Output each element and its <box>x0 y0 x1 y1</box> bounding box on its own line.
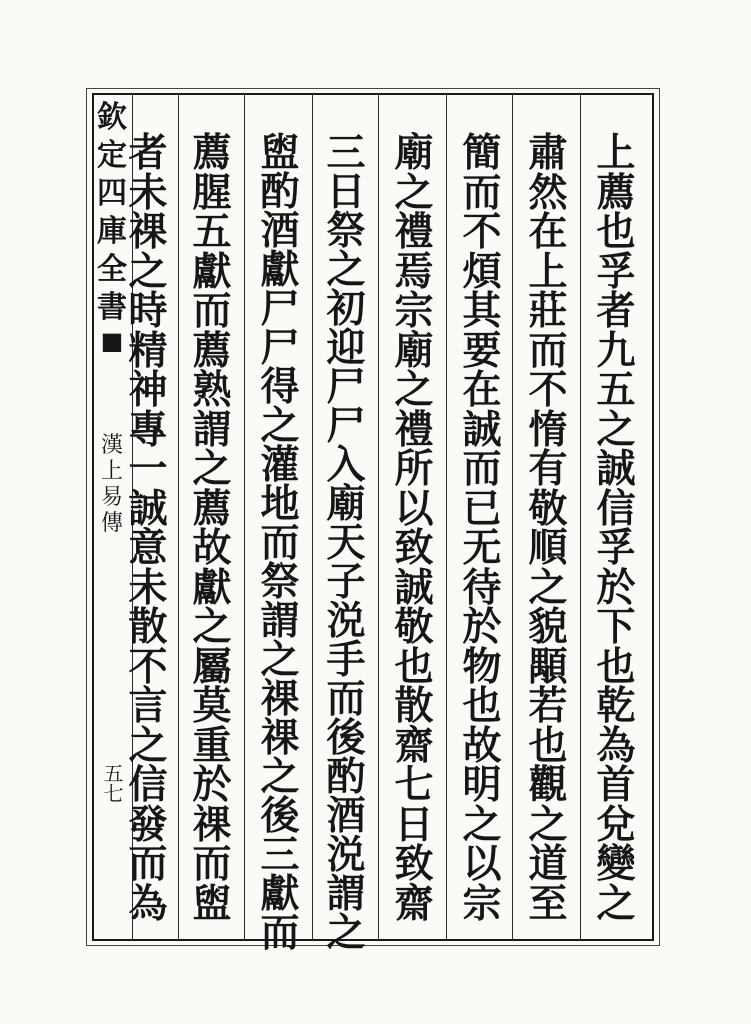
character: 在 <box>528 209 568 256</box>
character: 書 <box>97 290 127 325</box>
character: 宗 <box>394 288 434 335</box>
character: 涚 <box>326 832 366 878</box>
character: 三 <box>326 130 366 176</box>
character: 之 <box>260 403 300 449</box>
character: 傳 <box>100 511 123 536</box>
character: 後 <box>260 793 300 839</box>
character: 首 <box>596 762 636 809</box>
character: 日 <box>394 801 434 848</box>
character: 酒 <box>260 208 300 254</box>
character: 之 <box>528 564 568 611</box>
character: 獻 <box>192 564 232 611</box>
character: 上 <box>528 248 568 295</box>
character: 發 <box>128 801 168 848</box>
character: 其 <box>462 288 502 335</box>
character: 敬 <box>528 485 568 532</box>
character: 之 <box>462 801 502 848</box>
character: 禮 <box>394 209 434 256</box>
character: 言 <box>128 683 168 730</box>
character: 而 <box>462 446 502 493</box>
character: 廟 <box>394 130 434 176</box>
column-rule <box>580 95 581 939</box>
character: 禮 <box>394 406 434 453</box>
character: 故 <box>192 525 232 572</box>
character: 之 <box>528 801 568 848</box>
character: 酒 <box>326 793 366 839</box>
text-column-3 <box>456 130 508 927</box>
character: 不 <box>128 643 168 690</box>
character: 故 <box>462 722 502 769</box>
character: 天 <box>326 520 366 566</box>
character: 時 <box>128 288 168 335</box>
character: 謂 <box>260 598 300 644</box>
character: 謂 <box>192 406 232 453</box>
character: 初 <box>326 286 366 332</box>
character: 涚 <box>326 598 366 644</box>
character: 全 <box>97 252 127 287</box>
character: 祭 <box>326 208 366 254</box>
character: 也 <box>528 722 568 769</box>
character: 祼 <box>192 801 232 848</box>
character: 之 <box>260 637 300 683</box>
character: 祼 <box>260 715 300 761</box>
character: 迎 <box>326 325 366 371</box>
character: 盥 <box>192 880 232 927</box>
text-column-8 <box>122 130 174 927</box>
text-column-1 <box>590 130 642 927</box>
character: 七 <box>394 762 434 809</box>
character: 變 <box>596 841 636 888</box>
character: 於 <box>596 564 636 611</box>
character: 之 <box>394 169 434 216</box>
character: 而 <box>462 169 502 216</box>
character: 齋 <box>394 722 434 769</box>
character: 於 <box>462 604 502 651</box>
character: 未 <box>128 169 168 216</box>
character: 信 <box>128 762 168 809</box>
character: 而 <box>128 841 168 888</box>
character: 肅 <box>528 130 568 176</box>
character: 屬 <box>192 643 232 690</box>
character: 以 <box>462 841 502 888</box>
character: 漢 <box>100 433 123 458</box>
character: 為 <box>596 722 636 769</box>
character: 有 <box>528 446 568 493</box>
character: 而 <box>192 288 232 335</box>
character: 之 <box>326 247 366 293</box>
character: 欽 <box>97 100 127 135</box>
character: 至 <box>528 880 568 927</box>
character: 尸 <box>260 325 300 371</box>
character: 觀 <box>528 762 568 809</box>
character: 者 <box>596 288 636 335</box>
character: 乾 <box>596 683 636 730</box>
character: 若 <box>528 683 568 730</box>
character: 一 <box>128 446 168 493</box>
character: 三 <box>260 832 300 878</box>
character: 順 <box>528 525 568 572</box>
character: 日 <box>326 169 366 215</box>
character: 而 <box>260 520 300 566</box>
character: 四 <box>97 176 127 211</box>
text-column-6 <box>254 130 306 956</box>
character: 敬 <box>394 604 434 651</box>
character: 道 <box>528 841 568 888</box>
character: 廟 <box>326 481 366 527</box>
character: 薦 <box>192 327 232 374</box>
character: 下 <box>596 604 636 651</box>
character: 已 <box>462 485 502 532</box>
character: 誠 <box>394 564 434 611</box>
character: 薦 <box>192 485 232 532</box>
character: 明 <box>462 762 502 809</box>
character: 之 <box>596 880 636 927</box>
character: 於 <box>192 762 232 809</box>
character: 神 <box>128 367 168 414</box>
character: 得 <box>260 364 300 410</box>
spine-page-number: 五七 <box>100 763 124 803</box>
character: 五 <box>596 367 636 414</box>
character: 莫 <box>192 683 232 730</box>
character: 祼 <box>128 209 168 256</box>
character: 之 <box>128 248 168 295</box>
character: 尸 <box>326 403 366 449</box>
text-column-2 <box>522 130 574 927</box>
column-rule <box>312 95 313 939</box>
character: 酌 <box>260 169 300 215</box>
character: 尸 <box>260 286 300 332</box>
column-rule <box>178 95 179 939</box>
character: 所 <box>394 446 434 493</box>
character: 莊 <box>528 288 568 335</box>
character: 者 <box>128 130 168 176</box>
character: 惰 <box>528 406 568 453</box>
character: 之 <box>192 604 232 651</box>
character: 孚 <box>596 248 636 295</box>
character: 散 <box>128 604 168 651</box>
character: 在 <box>462 367 502 414</box>
character: 為 <box>128 880 168 927</box>
character: 散 <box>394 683 434 730</box>
column-rule <box>446 95 447 939</box>
character: 致 <box>394 525 434 572</box>
character: 物 <box>462 643 502 690</box>
character: 定 <box>97 138 127 173</box>
character: 謂 <box>326 871 366 917</box>
character: 也 <box>596 643 636 690</box>
column-rule <box>512 95 513 939</box>
character: 煩 <box>462 248 502 295</box>
character: 誠 <box>596 446 636 493</box>
character: 之 <box>326 910 366 956</box>
text-column-7 <box>186 130 238 927</box>
character: 薦 <box>596 169 636 216</box>
column-rule <box>378 95 379 939</box>
character: 簡 <box>462 130 502 176</box>
character: 也 <box>596 209 636 256</box>
character: 信 <box>596 485 636 532</box>
character: 意 <box>128 525 168 572</box>
character: 也 <box>462 683 502 730</box>
character: 而 <box>192 841 232 888</box>
character: 无 <box>462 525 502 572</box>
character: 入 <box>326 442 366 488</box>
character: 要 <box>462 327 502 374</box>
character: 重 <box>192 722 232 769</box>
character: 祭 <box>260 559 300 605</box>
character: 盥 <box>260 130 300 176</box>
character: 薦 <box>192 130 232 176</box>
character: 易 <box>100 485 123 510</box>
spine-mark-icon: ■ <box>100 327 124 355</box>
character: 誠 <box>128 485 168 532</box>
character: 手 <box>326 637 366 683</box>
character: 專 <box>128 406 168 453</box>
character: 誠 <box>462 406 502 453</box>
character: 之 <box>260 754 300 800</box>
character: 後 <box>326 715 366 761</box>
character: 孚 <box>596 525 636 572</box>
character: 而 <box>528 327 568 374</box>
character: 致 <box>394 841 434 888</box>
character: 精 <box>128 327 168 374</box>
character: 之 <box>128 722 168 769</box>
character: 未 <box>128 564 168 611</box>
character: 獻 <box>260 247 300 293</box>
character: 不 <box>528 367 568 414</box>
character: 九 <box>596 327 636 374</box>
character: 之 <box>596 406 636 453</box>
column-rule <box>244 95 245 939</box>
character: 待 <box>462 564 502 611</box>
text-column-5 <box>320 130 372 956</box>
character: 尸 <box>326 364 366 410</box>
character: 宗 <box>462 880 502 927</box>
character: 子 <box>326 559 366 605</box>
character: 之 <box>192 446 232 493</box>
character: 獻 <box>260 871 300 917</box>
character: 熟 <box>192 367 232 414</box>
character: 腥 <box>192 169 232 216</box>
character: 上 <box>100 459 123 484</box>
character: 祼 <box>260 676 300 722</box>
character: 酌 <box>326 754 366 800</box>
character: 也 <box>394 643 434 690</box>
character: 五 <box>192 209 232 256</box>
text-column-4 <box>388 130 440 927</box>
character: 而 <box>326 676 366 722</box>
character: 而 <box>260 910 300 956</box>
character: 顒 <box>528 643 568 690</box>
character: 廟 <box>394 327 434 374</box>
character: 齋 <box>394 880 434 927</box>
character: 獻 <box>192 248 232 295</box>
character: 然 <box>528 169 568 216</box>
character: 地 <box>260 481 300 527</box>
character: 庫 <box>97 214 127 249</box>
character: 兌 <box>596 801 636 848</box>
character: 不 <box>462 209 502 256</box>
character: 貌 <box>528 604 568 651</box>
character: 之 <box>394 367 434 414</box>
character: 以 <box>394 485 434 532</box>
character: 上 <box>596 130 636 176</box>
character: 灌 <box>260 442 300 488</box>
character: 焉 <box>394 248 434 295</box>
